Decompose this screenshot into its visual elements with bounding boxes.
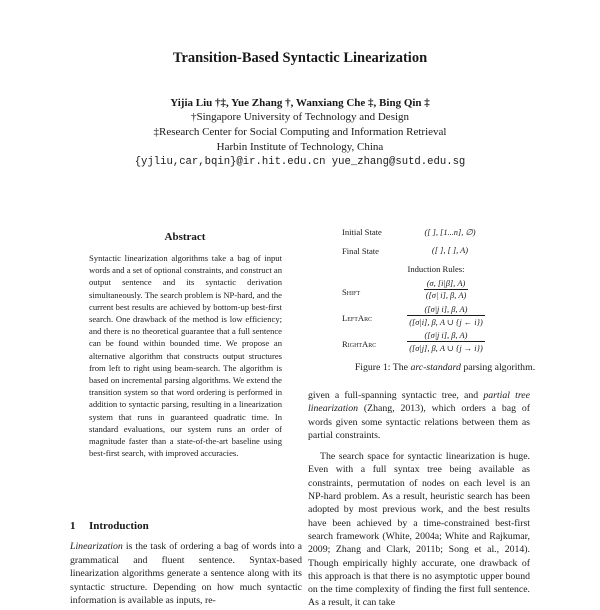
rule-leftarc-fraction — [407, 305, 485, 327]
rule-rightarc-name: RightArc — [342, 339, 377, 349]
paper-title: Transition-Based Syntactic Linearization — [172, 50, 428, 66]
rule-shift-conclusion: ([σ| i], β, A) — [425, 291, 467, 300]
rule-leftarc — [392, 305, 500, 327]
right-paragraph-1 — [308, 389, 530, 442]
abstract-heading: Abstract — [164, 231, 206, 243]
rule-shift-name: Shift — [342, 287, 361, 297]
rule-shift-premise: (σ, [i|β], A) — [426, 279, 466, 288]
caption-suffix: parsing algorithm. — [460, 362, 536, 373]
author-emails: {yjliu,car,bqin}@ir.hit.edu.cn yue_zhang@sutd.edu.sg — [134, 156, 466, 168]
right-column-body — [308, 389, 530, 610]
final-state-value: ([ ], [ ], A) — [431, 246, 469, 255]
rule-leftarc-conclusion: ([σ|i], β, A ∪ {j ← i}) — [407, 315, 485, 327]
abstract-text: Syntactic linearization algorithms take a bag of input words and a set of optional constraints, and construct an output sentence and its syntactic derivation simultaneously. The search problem is NP-hard, and the current best results are achieved by bottom-up best-first search. One drawback of the method is low efficiency; and there is no theoretical guarantee that a full sentence can be found within bounded time. We propose an alternative algorithm that constructs output structures from left to right using beam-search. The algorithm is based on incremental parsing algorithms. We extend the transition system so that word ordering is performed in addition to syntactic parsing, resulting in a linearization system that runs in guaranteed quadratic time. In standard evaluations, our system runs an order of magnitude faster than a state-of-the-art baseline using best-first search, with improved accuracies. — [89, 253, 282, 459]
caption-emphasis: arc-standard — [410, 362, 461, 373]
rule-leftarc-name: LeftArc — [342, 313, 373, 323]
introduction-body — [70, 540, 302, 608]
initial-state-value: ([ ], [1...n], ∅) — [424, 228, 476, 237]
initial-state-label: Initial State — [342, 227, 382, 237]
figure-caption — [320, 362, 570, 373]
rule-rightarc-fraction — [407, 331, 485, 353]
rule-shift — [396, 279, 496, 300]
introduction-term: Linearization — [70, 541, 123, 552]
affiliation-sutd: †Singapore University of Technology and Design — [190, 111, 410, 123]
introduction-text: is the task of ordering a bag of words into a grammatical and fluent sentence. Syntax-based linearization algorithms generate a sentence along with its syntactic structure. Depending on how much syntactic information is available as inputs, re- — [70, 541, 302, 607]
right-p1-end: (Zhang, 2013), which orders a bag of words given some syntactic relations between them as partial constraints. — [308, 403, 530, 441]
right-p1-term: partial tree linearization — [308, 390, 530, 415]
affiliation-hit: Harbin Institute of Technology, China — [216, 141, 384, 153]
introduction-paragraph — [70, 540, 302, 608]
section-heading — [70, 520, 149, 532]
final-state-label: Final State — [342, 246, 379, 256]
author-list: Yijia Liu †‡, Yue Zhang †, Wanxiang Che ‡, Bing Qin ‡ — [170, 97, 430, 109]
induction-rules-heading: Induction Rules: — [407, 264, 465, 274]
rule-shift-fraction — [424, 279, 469, 300]
rule-leftarc-premise: ([σ|j i], β, A) — [424, 305, 468, 314]
rule-rightarc — [392, 331, 500, 353]
rule-rightarc-conclusion: ([σ|j], β, A ∪ {j → i}) — [407, 341, 485, 353]
caption-prefix: Figure 1: The — [354, 362, 411, 373]
right-p1-start: given a full-spanning syntactic tree, and — [308, 390, 484, 401]
right-paragraph-2: The search space for syntactic linearization is huge. Even with a full syntax tree being available as constraints, permutation of nodes on each level is an NP-hard problem. As a result, heuristic search has been adopted by most previous work, and the best results have been achieved by a time-constrained best-first search framework (White, 2004a; White and Rajkumar, 2009; Zhang and Clark, 2011b; Song et al., 2014). Though empirically highly accurate, one drawback of this approach is that there is no asymptotic upper bound on the time complexity of finding the first full sentence. As a result, it can take — [308, 451, 530, 609]
section-number: 1 — [70, 520, 76, 532]
section-title: Introduction — [89, 520, 149, 532]
rule-rightarc-premise: ([σ|j i], β, A) — [424, 331, 468, 340]
affiliation-hit-center: ‡Research Center for Social Computing and Information Retrieval — [153, 126, 447, 138]
abstract-body — [89, 252, 282, 459]
